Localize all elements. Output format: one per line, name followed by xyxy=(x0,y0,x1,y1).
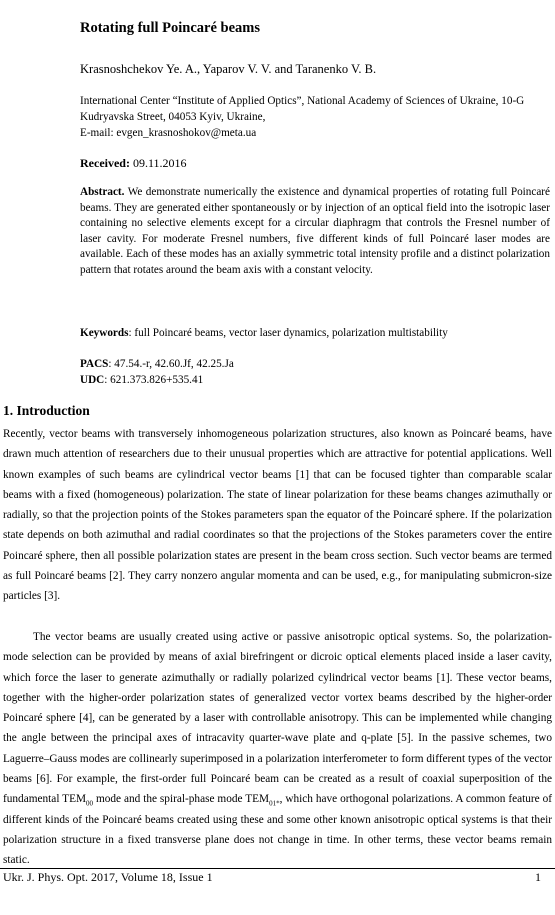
pacs-line xyxy=(80,356,550,372)
page-number: 1 xyxy=(535,870,541,884)
footer-journal: Ukr. J. Phys. Opt. 2017, Volume 18, Issue 1 xyxy=(3,870,213,884)
paragraph-2-part-a: The vector beams are usually created using active or passive anisotropic optical systems. So, the polarization-mode selection can be provided by means of axial birefringent or dicroic optical elements placed inside a laser cavity, which force the laser to generate azimuthally or radially polarized cylindrical vector beams [1]. These vector beams, together with the higher-order polarization states of generalized vector vortex beams described by the higher-order Poincaré sphere [4], can be generated by a laser with controllable anisotropy. This can be implemented while changing the angle between the principal axes of intracavity quarter-wave plate and q-plate [5]. In the passive schemes, two Laguerre–Gauss modes are collinearly superimposed in a polarization interferometer to form different types of the vector beams [6]. For example, the first-order full Poincaré beam can be created as a result of coaxial superposition of the fundamental TEM xyxy=(3,631,552,806)
section-heading: 1. Introduction xyxy=(3,403,90,418)
paragraph-1: Recently, vector beams with transversely inhomogeneous polarization structures, also known as Poincaré beams, have drawn much attention of researchers due to their unusual properties which are attractive for potential applications. Well known examples of such beams are cylindrical vector beams [1] that can be focused tighter than comparable scalar beams with a fixed (homogeneous) polarization. The state of linear polarization for these beams changes azimuthally or radially, so that the projection points of the Stokes parameters span the equator of the Poincaré sphere. If the polarization state depends on both azimuthal and radial coordinates so that the projections of the Stokes parameters cover the entire Poincaré sphere, then all possible polarization states are present in the beam cross section. Such vector beams are termed as full Poincaré beams [2]. They carry nonzero angular momenta and can be used, e.g., for manipulating submicron-size particles [3]. xyxy=(3,428,552,603)
paper-title: Rotating full Poincaré beams xyxy=(80,20,261,36)
email-line: E-mail: evgen_krasnoshokov@meta.ua xyxy=(80,126,257,139)
pacs-text: : 47.54.-r, 42.60.Jf, 42.25.Ja xyxy=(108,358,234,370)
udc-line xyxy=(80,372,550,388)
footer-rule xyxy=(0,868,555,869)
tem-subscript-01: 01* xyxy=(269,799,280,808)
classification-codes xyxy=(80,356,550,388)
paragraph-2 xyxy=(3,627,552,871)
udc-text: : 621.373.826+535.41 xyxy=(104,374,204,386)
tem-subscript-00: 00 xyxy=(86,799,94,808)
authors: Krasnoshchekov Ye. A., Yaparov V. V. and Taranenko V. B. xyxy=(80,62,377,76)
paragraph-2-part-c: , which have orthogonal polarizations. A common feature of different kinds of the Poincaré beams created using these and some other known anisotropic optical systems is that their polarization structure in a fixed transverse plane does not change in time. In other terms, these vector beams remain static. xyxy=(3,793,552,867)
affiliation xyxy=(80,94,550,141)
abstract-text: We demonstrate numerically the existence and dynamical properties of rotating full Poincaré beams. They are generated either spontaneously or by injection of an optical field into the isotropic laser containing no selective elements except for a circular diaphragm that controls the Fresnel number of laser cavity. For moderate Fresnel numbers, five different kinds of full Poincaré laser modes are available. Each of these modes has an axially symmetric total intensity profile and a distinct polarization pattern that rotates around the beam axis with a constant velocity. xyxy=(80,186,550,276)
received-label: Received: xyxy=(80,156,130,170)
paragraph-2-part-b: mode and the spiral-phase mode TEM xyxy=(93,793,270,806)
received-value: 09.11.2016 xyxy=(132,156,187,170)
abstract-label: Abstract. xyxy=(80,186,125,198)
keywords xyxy=(80,327,550,339)
keywords-text: : full Poincaré beams, vector laser dynamics, polarization multistability xyxy=(128,327,448,339)
affiliation-address: International Center “Institute of Applied Optics”, National Academy of Sciences of Ukraine, 10-G Kudryavska Street, 04053 Kyiv, Ukraine, xyxy=(80,95,525,123)
udc-label: UDC xyxy=(80,374,105,386)
keywords-label: Keywords xyxy=(80,327,129,339)
received-date xyxy=(80,156,550,171)
abstract xyxy=(80,185,550,278)
pacs-label: PACS xyxy=(80,358,109,370)
